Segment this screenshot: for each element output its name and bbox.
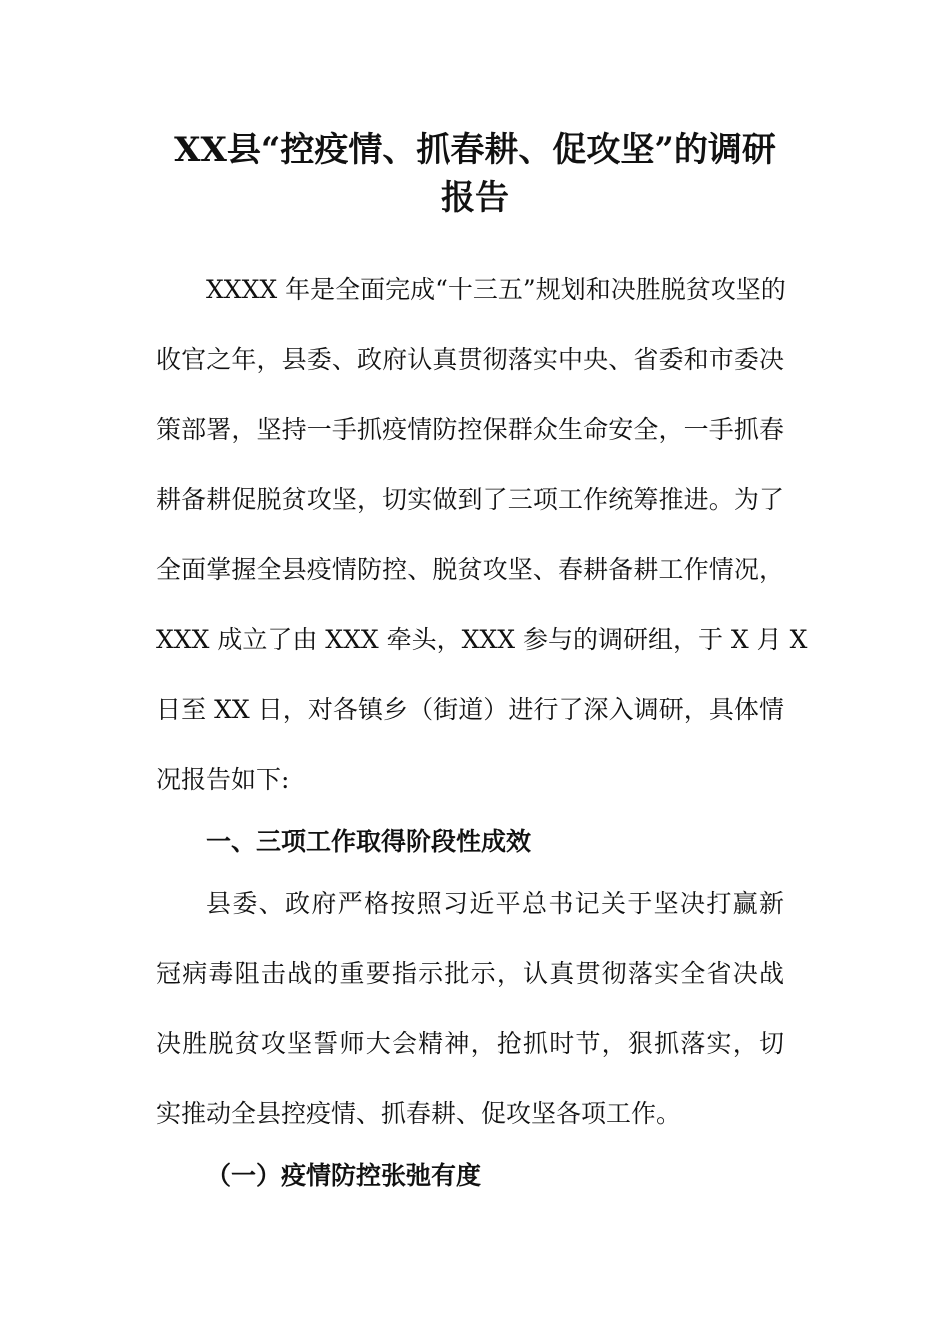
paragraph-1-line-7: 日至 XX 日，对各镇乡（街道）进行了深入调研，具体情: [156, 695, 784, 724]
paragraph-2-line-1: 县委、政府严格按照习近平总书记关于坚决打赢新: [206, 889, 784, 918]
paragraph-2-line-2: 冠病毒阻击战的重要指示批示，认真贯彻落实全省决战: [156, 959, 784, 988]
paragraph-2-line-4: 实推动全县控疫情、抓春耕、促攻坚各项工作。: [156, 1099, 682, 1128]
paragraph-1-line-6: XXX 成立了由 XXX 牵头，XXX 参与的调研组，于 X 月 X: [156, 625, 808, 654]
paragraph-1-line-4: 耕备耕促脱贫攻坚，切实做到了三项工作统筹推进。为了: [156, 485, 784, 514]
document-title-line-1: XX县“控疫情、抓春耕、促攻坚”的调研: [174, 130, 776, 170]
document-title-line-2: 报告: [441, 178, 509, 218]
paragraph-2-line-3: 决胜脱贫攻坚誓师大会精神，抢抓时节，狠抓落实，切: [156, 1029, 784, 1058]
subsection-heading-1: （一）疫情防控张弛有度: [206, 1161, 482, 1190]
paragraph-1-line-8: 况报告如下:: [156, 765, 290, 794]
paragraph-1-line-5: 全面掌握全县疫情防控、脱贫攻坚、春耕备耕工作情况，: [156, 555, 784, 584]
paragraph-1-line-2: 收官之年，县委、政府认真贯彻落实中央、省委和市委决: [156, 345, 784, 374]
paragraph-1-line-3: 策部署，坚持一手抓疫情防控保群众生命安全，一手抓春: [156, 415, 784, 444]
section-heading-1: 一、三项工作取得阶段性成效: [206, 827, 532, 856]
paragraph-1-line-1: XXXX 年是全面完成“十三五”规划和决胜脱贫攻坚的: [206, 275, 786, 304]
